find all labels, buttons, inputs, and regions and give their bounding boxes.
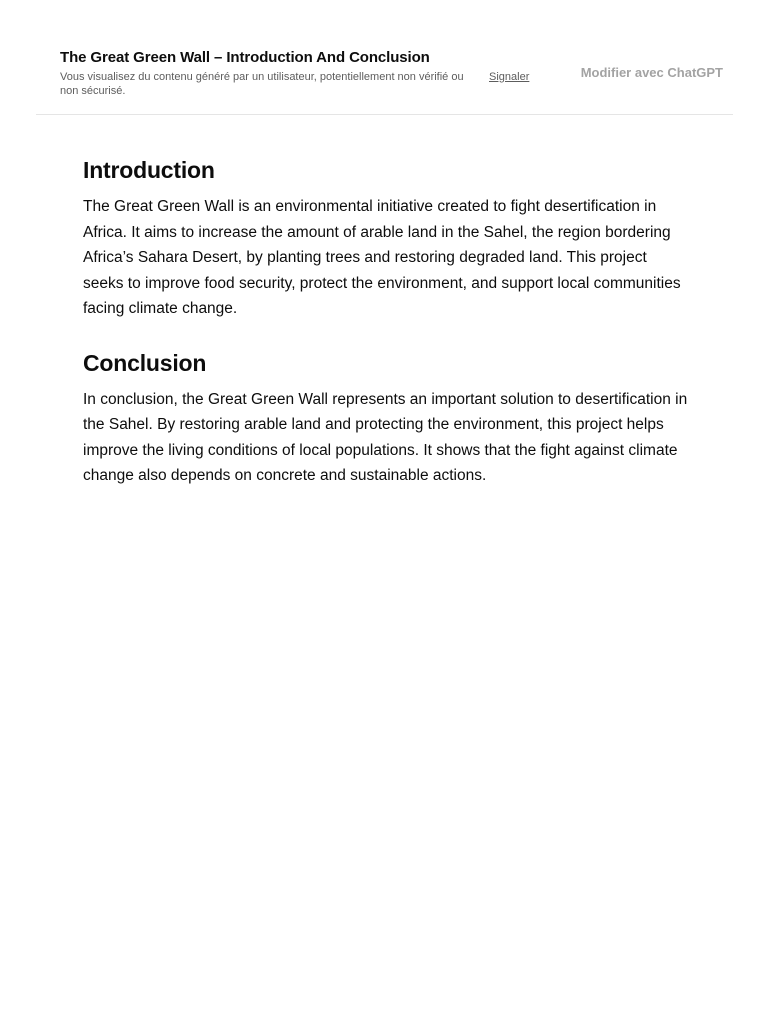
section-heading: Conclusion xyxy=(83,349,207,376)
document-header xyxy=(36,38,733,115)
edit-with-chatgpt-button[interactable]: Modifier avec ChatGPT xyxy=(580,65,723,80)
document-title: The Great Green Wall – Introduction And Conclusion xyxy=(60,49,430,66)
section-introduction xyxy=(83,155,690,322)
document-body xyxy=(83,155,690,489)
user-content-disclaimer: Vous visualisez du contenu généré par un utilisateur, potentiellement non vérifié ou non sécurisé. xyxy=(60,71,464,97)
section-paragraph: In conclusion, the Great Green Wall represents an important solution to desertification in the Sahel. By restoring arable land and protecting the environment, this project helps improve the living conditions of local populations. It shows that the fight against climate change also depends on concrete and sustainable actions. xyxy=(83,390,688,484)
section-heading: Introduction xyxy=(83,157,215,183)
section-paragraph: The Great Green Wall is an environmental initiative created to fight desertification in Africa. It aims to increase the amount of arable land in the Sahel, the region bordering Africa’s Sahara Desert, by planting trees and restoring degraded land. This project seeks to improve food security, protect the environment, and support local communities facing climate change. xyxy=(83,198,681,317)
section-conclusion xyxy=(83,348,690,489)
report-link[interactable]: Signaler xyxy=(489,71,530,83)
